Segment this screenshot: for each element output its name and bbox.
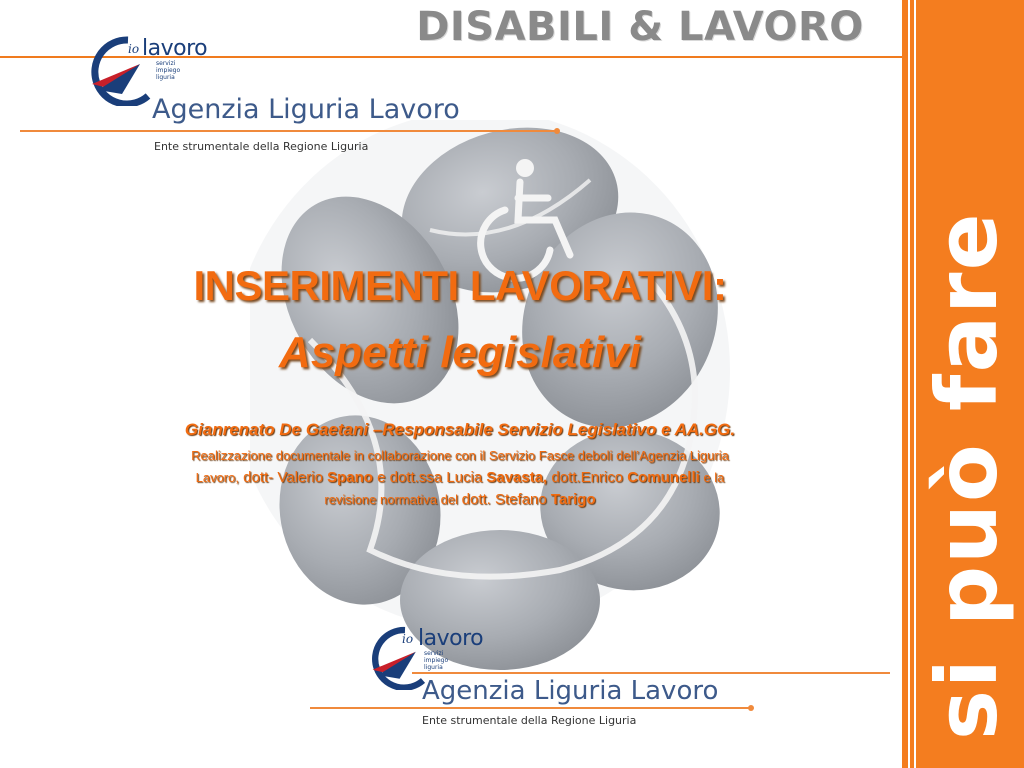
logo-bottom-rule-top: [412, 672, 890, 674]
logo-agency-name-bottom: Agenzia Liguria Lavoro: [422, 676, 719, 706]
bottom-logo-rule-dot: [748, 705, 754, 711]
logo-rule: [20, 130, 556, 132]
stones-illustration: [250, 120, 770, 680]
side-slogan-text: si può fare: [918, 211, 1016, 740]
logo-subtitle-bottom: Ente strumentale della Regione Liguria: [422, 714, 637, 727]
bottom-logo-rule: [310, 707, 752, 709]
logo-brand: lavoro: [142, 36, 208, 61]
logo-tagline-1: servizi: [156, 60, 176, 67]
presentation-title: INSERIMENTI LAVORATIVI:: [193, 262, 727, 309]
logo-tagline-3: liguria: [156, 74, 175, 81]
credits-text: Realizzazione documentale in collaborazione con il Servizio Fasce deboli dell’Agenzia Liguria Lavoro, dott- Valerio Spano e dott.ssa Lucia Savasta, dott.Enrico Comunelli e la revisione normativa del dott. Stefano Tarigo: [191, 448, 729, 508]
presentation-subtitle: Aspetti legislativi: [279, 328, 641, 377]
agency-logo-bottom: [360, 626, 780, 736]
author-line: Gianrenato De Gaetani –Responsabile Servizio Legislativo e AA.GG.: [184, 420, 736, 439]
header-title: DISABILI & LAVORO: [416, 4, 864, 50]
credits-line-1: Realizzazione documentale in collaborazione con il Servizio Fasce deboli dell’Agenzia Liguria: [191, 448, 729, 463]
logo-brand-bottom: lavoro: [418, 626, 484, 651]
logo-io: io: [128, 42, 140, 56]
logo-tagline-bottom-2: impiego: [424, 657, 449, 664]
logo-tagline-bottom-1: servizi: [424, 650, 444, 657]
logo-io-bottom: io: [402, 632, 414, 646]
logo-rule-dot: [554, 128, 560, 134]
logo-tagline-2: impiego: [156, 67, 181, 74]
agency-logo-top: [78, 36, 558, 156]
logo-subtitle: Ente strumentale della Regione Liguria: [154, 140, 369, 153]
logo-tagline-bottom-3: liguria: [424, 664, 443, 671]
logo-agency-name: Agenzia Liguria Lavoro: [152, 94, 460, 125]
